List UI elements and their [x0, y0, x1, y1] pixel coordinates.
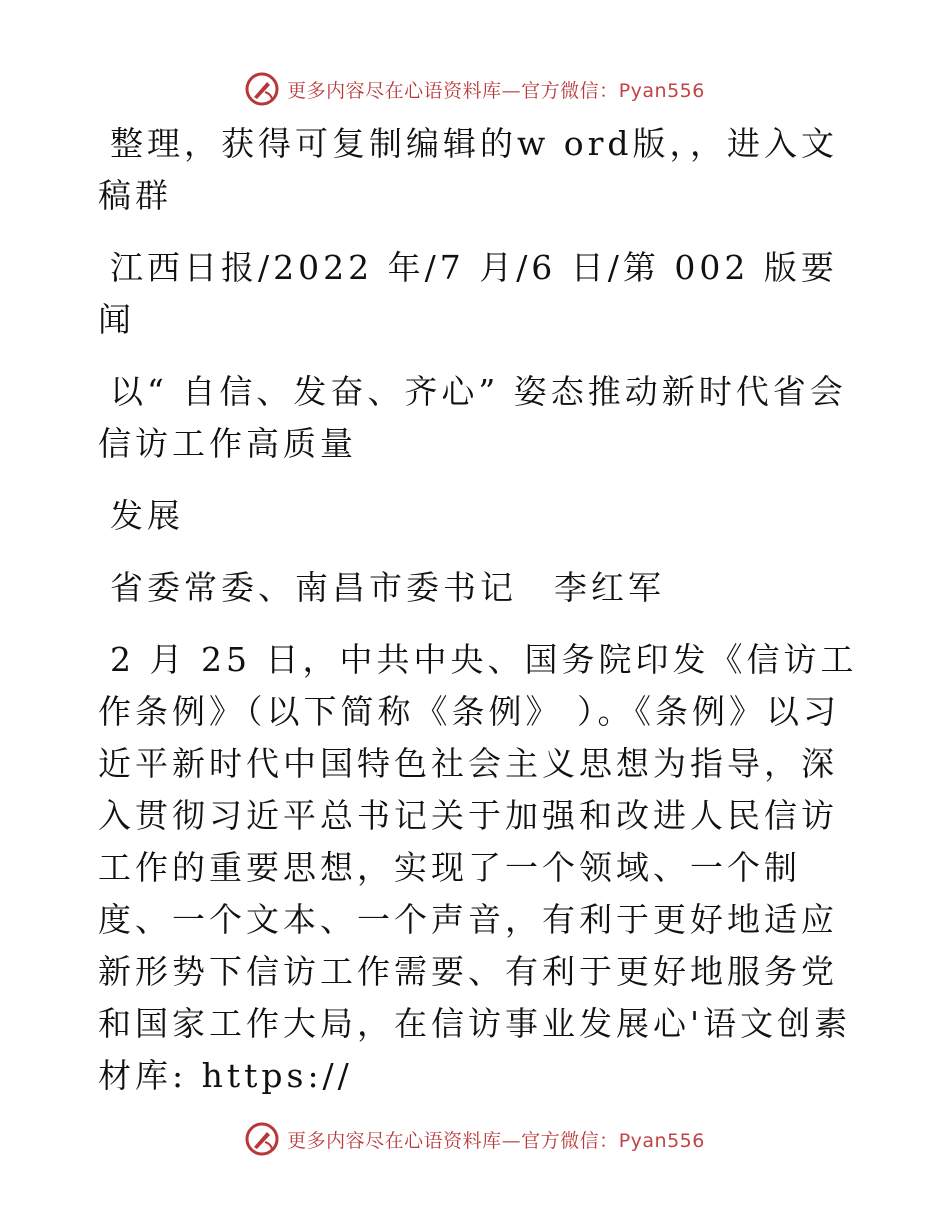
- watermark-separator: —: [501, 1129, 522, 1152]
- watermark-contact-label: 官方微信：: [521, 1129, 619, 1152]
- headline-continuation: 发展: [110, 496, 184, 535]
- intro-line: 整理，获得可复制编辑的w ord版，，进入文稿群: [98, 124, 839, 215]
- author-line: 省委常委、南昌市委书记 李红军: [110, 568, 665, 607]
- header-watermark: [0, 72, 950, 106]
- watermark-separator: —: [501, 79, 522, 102]
- watermark-text: [287, 76, 705, 103]
- body-paragraph: 2 月 25 日，中共中央、国务院印发《信访工作条例》（以下简称《条例》 ）。《条例》以习近平新时代中国特色社会主义思想为指导，深入贯彻习近平总书记关于加强和改进人民信访工作的重要思想，实现了一个领域、一个制度、一个文本、一个声音，有利于更好地适应新形势下信访工作需要、有利于更好地服务党和国家工作大局，在信访事业发展心'语文创素材库: https://: [98, 640, 858, 1095]
- watermark-contact-label: 官方微信：: [521, 79, 619, 102]
- watermark-text: [287, 1126, 705, 1153]
- watermark-main: 更多内容尽在心语资料库: [287, 1129, 502, 1152]
- pen-logo-icon: [245, 1122, 279, 1156]
- source-line: 江西日报/2022 年/7 月/6 日/第 002 版要闻: [98, 248, 838, 339]
- watermark-contact-id: Pyan556: [618, 1129, 705, 1152]
- watermark-main: 更多内容尽在心语资料库: [287, 79, 502, 102]
- document-body: [98, 118, 858, 1102]
- footer-watermark: [0, 1122, 950, 1156]
- watermark-contact-id: Pyan556: [618, 79, 705, 102]
- pen-logo-icon: [245, 72, 279, 106]
- headline: 以“ 自信、发奋、齐心” 姿态推动新时代省会信访工作高质量: [98, 372, 847, 463]
